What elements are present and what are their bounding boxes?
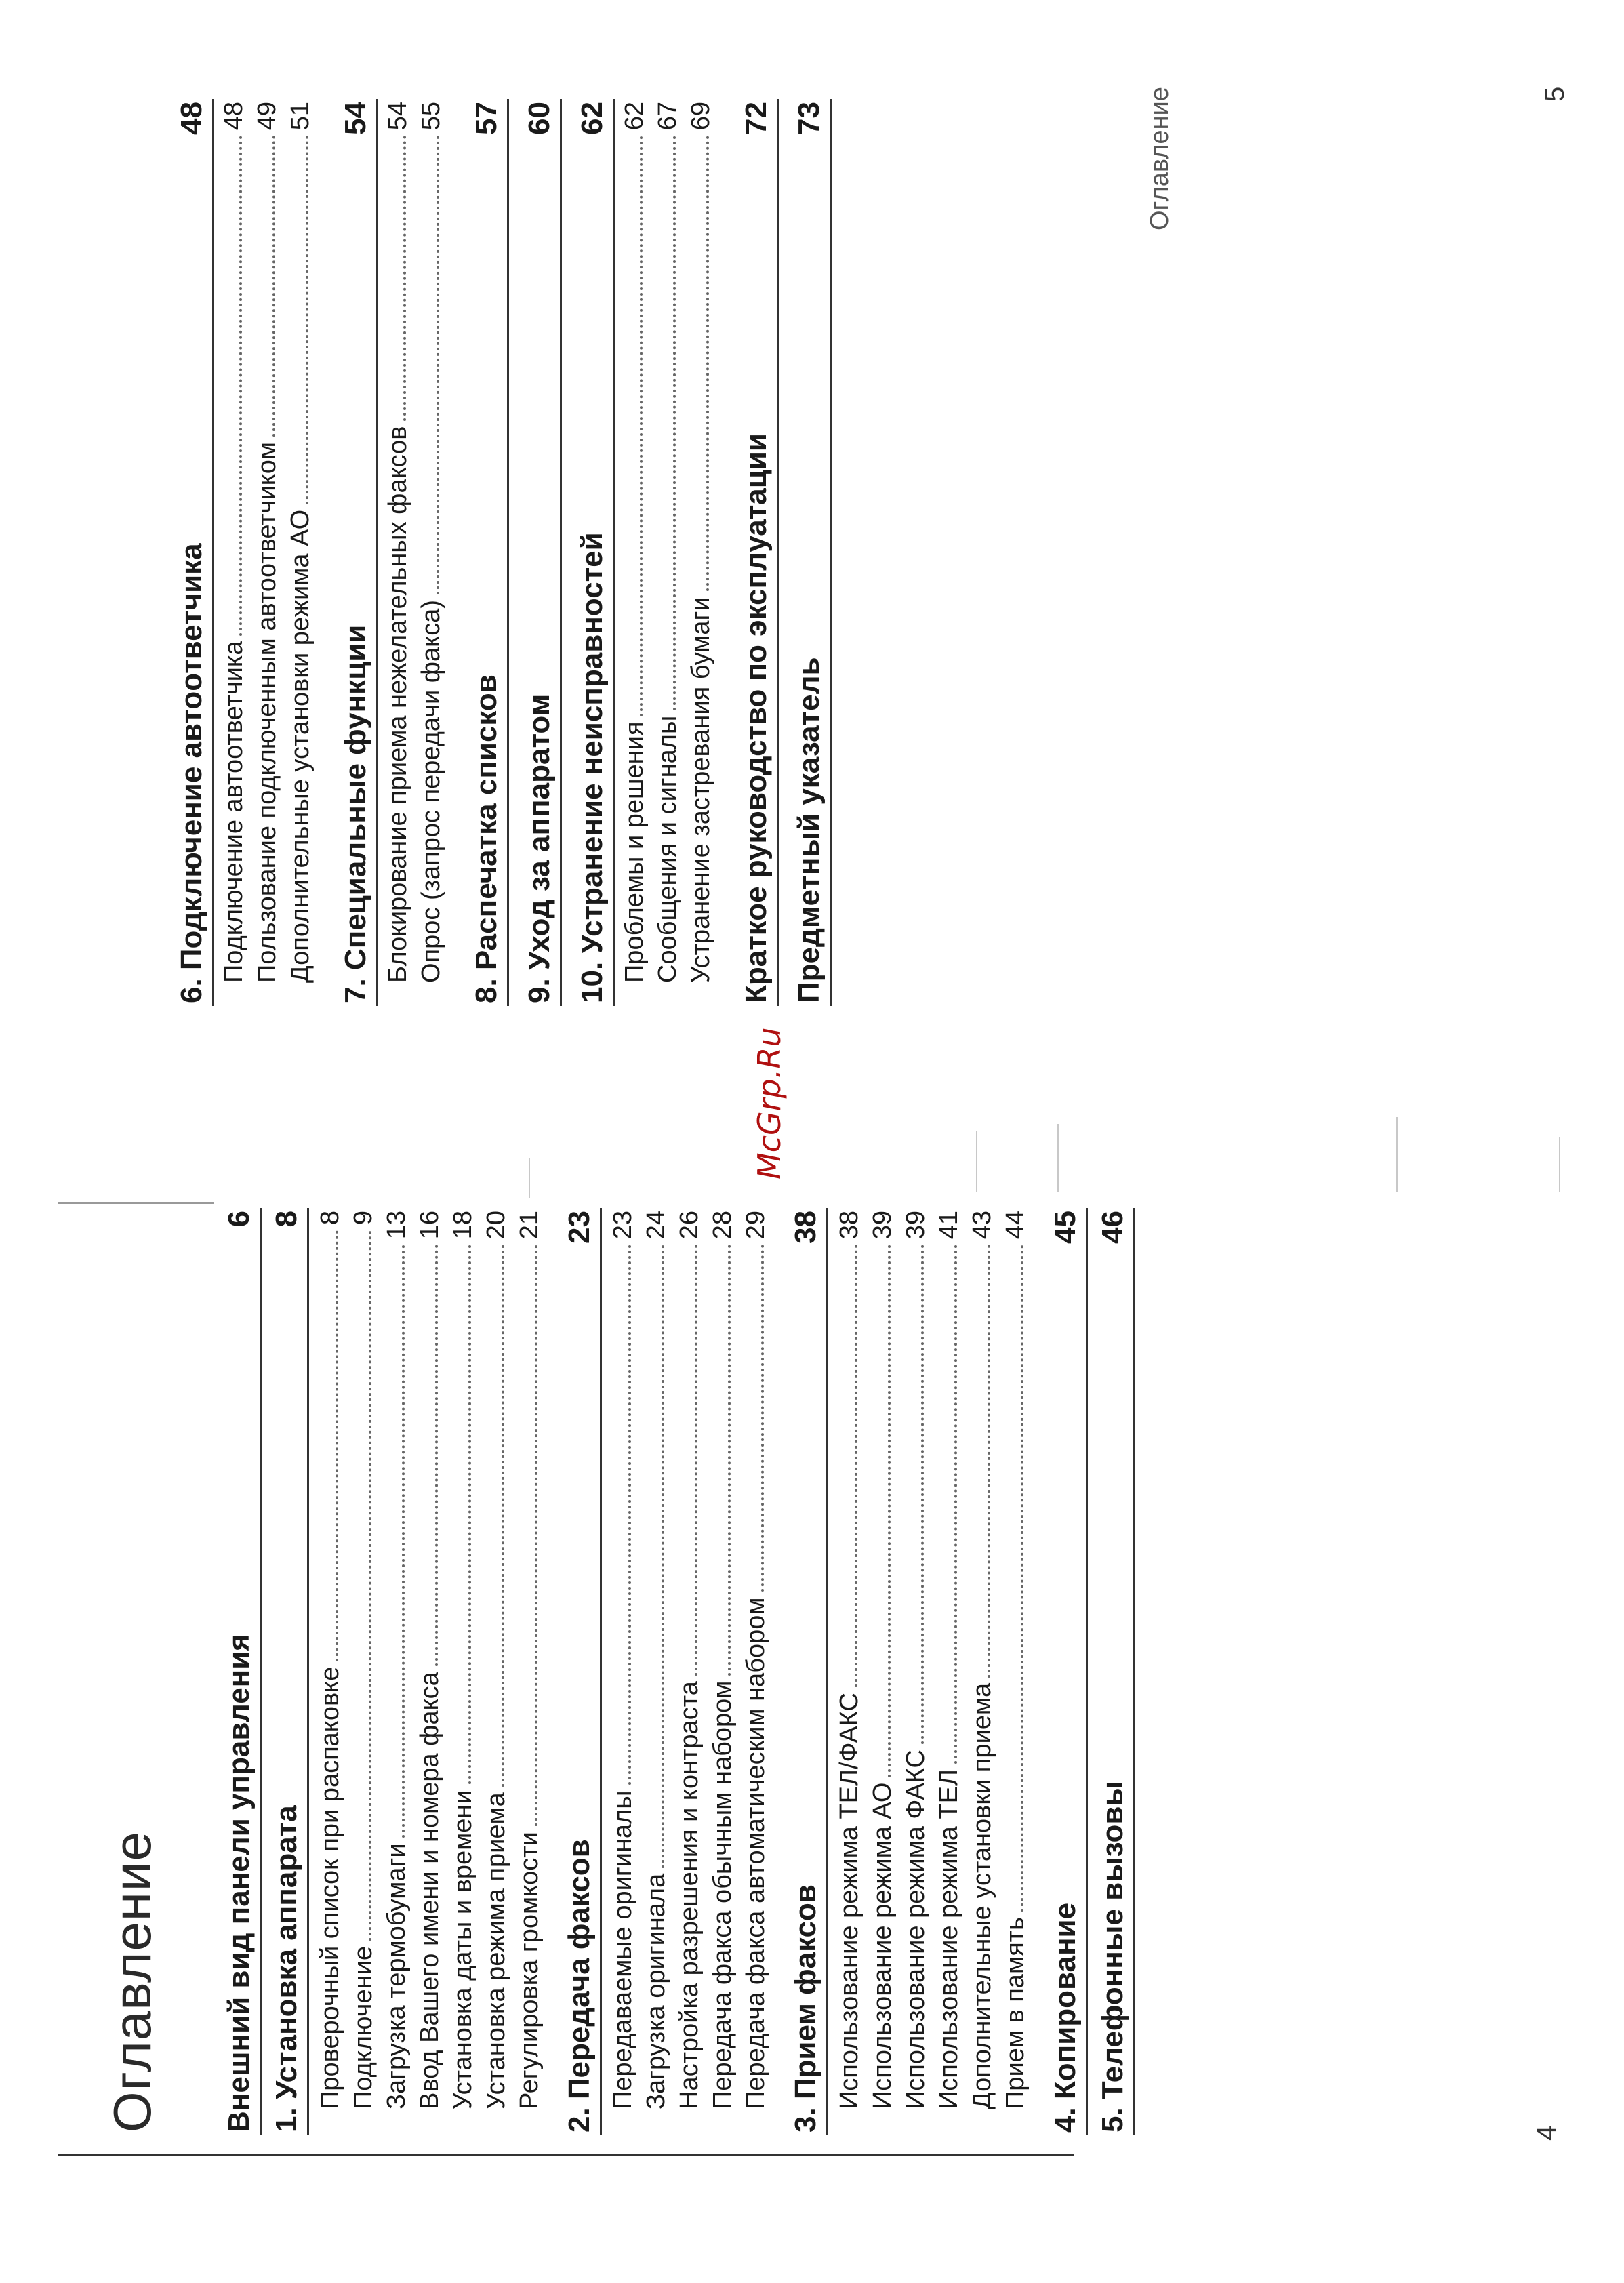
section-underline: [307, 1208, 309, 2135]
left-margin-rule: [58, 2154, 1074, 2156]
section-underline: [777, 99, 779, 1006]
section-underline: [560, 99, 562, 1006]
toc-page-number: 62: [620, 102, 649, 131]
leader-dots: [695, 1245, 697, 1676]
toc-section-label: 2. Передача факсов: [563, 1839, 596, 2133]
toc-item-label: Опрос (запрос передачи факса): [417, 599, 445, 983]
leader-dots: [437, 136, 439, 594]
toc-page-number: 73: [792, 102, 826, 135]
toc-section-entry: [523, 102, 556, 1003]
toc-page-number: 18: [449, 1211, 477, 1240]
toc-section-entry: [339, 102, 373, 1003]
toc-section-label: Внешний вид панели управления: [222, 1634, 256, 2133]
toc-page-number: 23: [609, 1211, 637, 1240]
toc-page-number: 54: [384, 102, 412, 131]
leader-dots: [921, 1245, 924, 1744]
section-underline: [600, 1208, 602, 2135]
toc-item-entry: [253, 102, 282, 983]
leader-dots: [628, 1245, 631, 1785]
toc-section-label: 3. Прием факсов: [789, 1884, 822, 2133]
toc-item-entry: [675, 1211, 704, 2109]
toc-item-label: Ввод Вашего имени и номера факса: [415, 1672, 444, 2109]
toc-item-entry: [653, 102, 683, 983]
toc-item-entry: [901, 1211, 931, 2109]
toc-item-entry: [968, 1211, 997, 2109]
toc-item-label: Установка даты и времени: [449, 1790, 477, 2109]
toc-section-label: Предметный указатель: [792, 657, 826, 1003]
toc-item-entry: [835, 1211, 864, 2109]
toc-section-label: 6. Подключение автоответчика: [175, 543, 208, 1003]
leader-dots: [640, 136, 643, 716]
toc-item-entry: [417, 102, 446, 983]
toc-item-entry: [515, 1211, 544, 2109]
toc-page-number: 49: [253, 102, 281, 131]
toc-item-label: Сообщения и сигналы: [653, 715, 682, 983]
toc-item-entry: [384, 102, 413, 983]
toc-item-label: Проблемы и решения: [620, 721, 649, 983]
left-page-number: 4: [1532, 2125, 1562, 2141]
toc-page-number: 45: [1049, 1211, 1082, 1244]
leader-dots: [662, 1245, 664, 1867]
toc-item-entry: [708, 1211, 737, 2109]
toc-section-entry: [792, 102, 826, 1003]
toc-page-number: 38: [835, 1211, 864, 1240]
toc-item-entry: [415, 1211, 445, 2109]
toc-page-number: 28: [708, 1211, 737, 1240]
toc-item-label: Настройка разрешения и контраста: [675, 1681, 704, 2109]
toc-page-number: 44: [1001, 1211, 1030, 1240]
leader-dots: [888, 1245, 891, 1777]
toc-item-entry: [349, 1211, 378, 2109]
toc-section-label: 1. Установка аппарата: [270, 1805, 303, 2133]
section-underline: [376, 99, 378, 1006]
toc-page-number: 72: [739, 102, 773, 135]
section-underline: [507, 99, 509, 1006]
toc-item-entry: [449, 1211, 478, 2109]
toc-item-label: Установка режима приема: [482, 1792, 510, 2109]
toc-item-entry: [687, 102, 716, 983]
leader-dots: [403, 136, 406, 420]
toc-page-number: 67: [653, 102, 682, 131]
toc-section-label: Краткое руководство по эксплуатации: [739, 433, 773, 1003]
toc-item-label: Использование режима ТЕЛ: [935, 1769, 963, 2109]
leader-dots: [1021, 1245, 1023, 1912]
section-underline: [212, 99, 214, 1006]
section-underline: [260, 1208, 262, 2135]
toc-section-entry: [563, 1211, 596, 2133]
running-header: Оглавление: [1145, 87, 1174, 230]
toc-page-number: 54: [339, 102, 372, 135]
toc-section-entry: [222, 1211, 256, 2133]
leader-dots: [673, 136, 676, 710]
toc-page-number: 48: [175, 102, 208, 135]
toc-page-number: 57: [470, 102, 503, 135]
toc-item-entry: [316, 1211, 345, 2109]
toc-section-label: 8. Распечатка списков: [470, 674, 503, 1003]
toc-page-number: 8: [316, 1211, 344, 1226]
toc-page-number: 38: [789, 1211, 822, 1244]
toc-section-entry: [789, 1211, 823, 2133]
scan-smear-3: [1057, 1124, 1059, 1192]
toc-item-label: Дополнительные установки приема: [968, 1682, 996, 2109]
toc-page-number: 8: [270, 1211, 303, 1228]
toc-section-label: 9. Уход за аппаратом: [523, 693, 556, 1003]
toc-item-label: Передаваемые оригиналы: [609, 1790, 637, 2109]
toc-item-label: Использование режима ФАКС: [901, 1750, 930, 2109]
right-page-number: 5: [1540, 86, 1570, 102]
leader-dots: [239, 136, 242, 635]
toc-page-number: 16: [415, 1211, 444, 1240]
toc-section-entry: [575, 102, 609, 1003]
toc-item-label: Проверочный список при распаковке: [316, 1666, 344, 2109]
toc-page-number: 46: [1096, 1211, 1129, 1244]
toc-page-number: 39: [868, 1211, 897, 1240]
section-underline: [1086, 1208, 1088, 2135]
toc-item-entry: [935, 1211, 964, 2109]
toc-page-number: 60: [523, 102, 556, 135]
toc-section-entry: [175, 102, 209, 1003]
leader-dots: [761, 1245, 764, 1592]
toc-item-label: Устранение застревания бумаги: [687, 597, 715, 983]
toc-page-number: 43: [968, 1211, 996, 1240]
section-underline: [613, 99, 615, 1006]
toc-page-number: 24: [642, 1211, 670, 1240]
toc-item-label: Использование режима ТЕЛ/ФАКС: [835, 1693, 864, 2109]
leader-dots: [988, 1245, 990, 1678]
toc-page-number: 20: [482, 1211, 510, 1240]
toc-section-entry: [739, 102, 773, 1003]
toc-section-label: 5. Телефонные вызовы: [1096, 1780, 1129, 2133]
leader-dots: [502, 1245, 504, 1787]
leader-dots: [535, 1245, 537, 1826]
toc-item-label: Передача факса обычным набором: [708, 1680, 737, 2109]
leader-dots: [706, 136, 709, 591]
watermark-logo: McGrp.Ru: [751, 1027, 788, 1179]
leader-dots: [435, 1245, 438, 1666]
toc-item-entry: [286, 102, 315, 983]
scan-smear-1: [529, 1158, 530, 1198]
toc-page-number: 9: [349, 1211, 378, 1226]
left-page-edge-rule: [58, 1202, 214, 1204]
toc-item-label: Прием в память: [1001, 1917, 1030, 2109]
toc-item-entry: [1001, 1211, 1030, 2109]
toc-page-number: 41: [935, 1211, 963, 1240]
toc-item-label: Регулировка громкости: [515, 1832, 544, 2109]
toc-item-entry: [482, 1211, 511, 2109]
toc-page-number: 6: [222, 1211, 256, 1228]
toc-item-label: Использование режима АО: [868, 1782, 897, 2109]
leader-dots: [855, 1245, 857, 1687]
toc-section-entry: [270, 1211, 304, 2133]
toc-section-entry: [1049, 1211, 1082, 2133]
toc-item-entry: [868, 1211, 897, 2109]
toc-section-label: 7. Специальные функции: [339, 624, 372, 1003]
toc-item-label: Подключение: [349, 1946, 378, 2109]
leader-dots: [728, 1245, 731, 1675]
toc-item-entry: [382, 1211, 411, 2109]
toc-item-label: Пользование подключенным автоответчиком: [253, 441, 281, 983]
toc-item-label: Загрузка оригинала: [642, 1873, 670, 2109]
toc-page-number: 21: [515, 1211, 544, 1240]
section-underline: [1133, 1208, 1135, 2135]
toc-item-label: Передача факса автоматическим набором: [742, 1597, 770, 2109]
scan-smear-2: [976, 1131, 977, 1192]
leader-dots: [306, 136, 308, 504]
section-underline: [826, 1208, 828, 2135]
toc-page-number: 29: [742, 1211, 770, 1240]
leader-dots: [336, 1230, 338, 1661]
toc-page-number: 13: [382, 1211, 411, 1240]
toc-section-entry: [1096, 1211, 1130, 2133]
toc-page-number: 51: [286, 102, 314, 131]
toc-page-number: 55: [417, 102, 445, 131]
toc-item-entry: [620, 102, 649, 983]
toc-page-number: 39: [901, 1211, 930, 1240]
toc-section-entry: [470, 102, 504, 1003]
leader-dots: [272, 136, 275, 437]
toc-item-entry: [220, 102, 249, 983]
leader-dots: [954, 1245, 957, 1764]
toc-item-label: Дополнительные установки режима АО: [286, 509, 314, 983]
toc-item-label: Подключение автоответчика: [220, 641, 248, 983]
toc-section-label: 10. Устранение неисправностей: [575, 532, 609, 1003]
toc-page-number: 48: [220, 102, 248, 131]
scan-smear-5: [1559, 1137, 1560, 1192]
toc-item-label: Загрузка термобумаги: [382, 1843, 411, 2109]
toc-page-number: 23: [563, 1211, 596, 1244]
toc-item-entry: [742, 1211, 771, 2109]
leader-dots: [369, 1230, 371, 1941]
toc-page-number: 26: [675, 1211, 704, 1240]
section-underline: [830, 99, 832, 1006]
toc-section-label: 4. Копирование: [1049, 1902, 1082, 2133]
scan-smear-4: [1396, 1117, 1398, 1192]
toc-page-number: 69: [687, 102, 715, 131]
toc-item-entry: [609, 1211, 638, 2109]
leader-dots: [468, 1245, 471, 1784]
toc-item-label: Блокирование приема нежелательных факсов: [384, 426, 412, 983]
leader-dots: [402, 1245, 405, 1838]
page-title: Оглавление: [102, 1831, 162, 2133]
toc-page-number: 62: [575, 102, 609, 135]
toc-item-entry: [642, 1211, 671, 2109]
